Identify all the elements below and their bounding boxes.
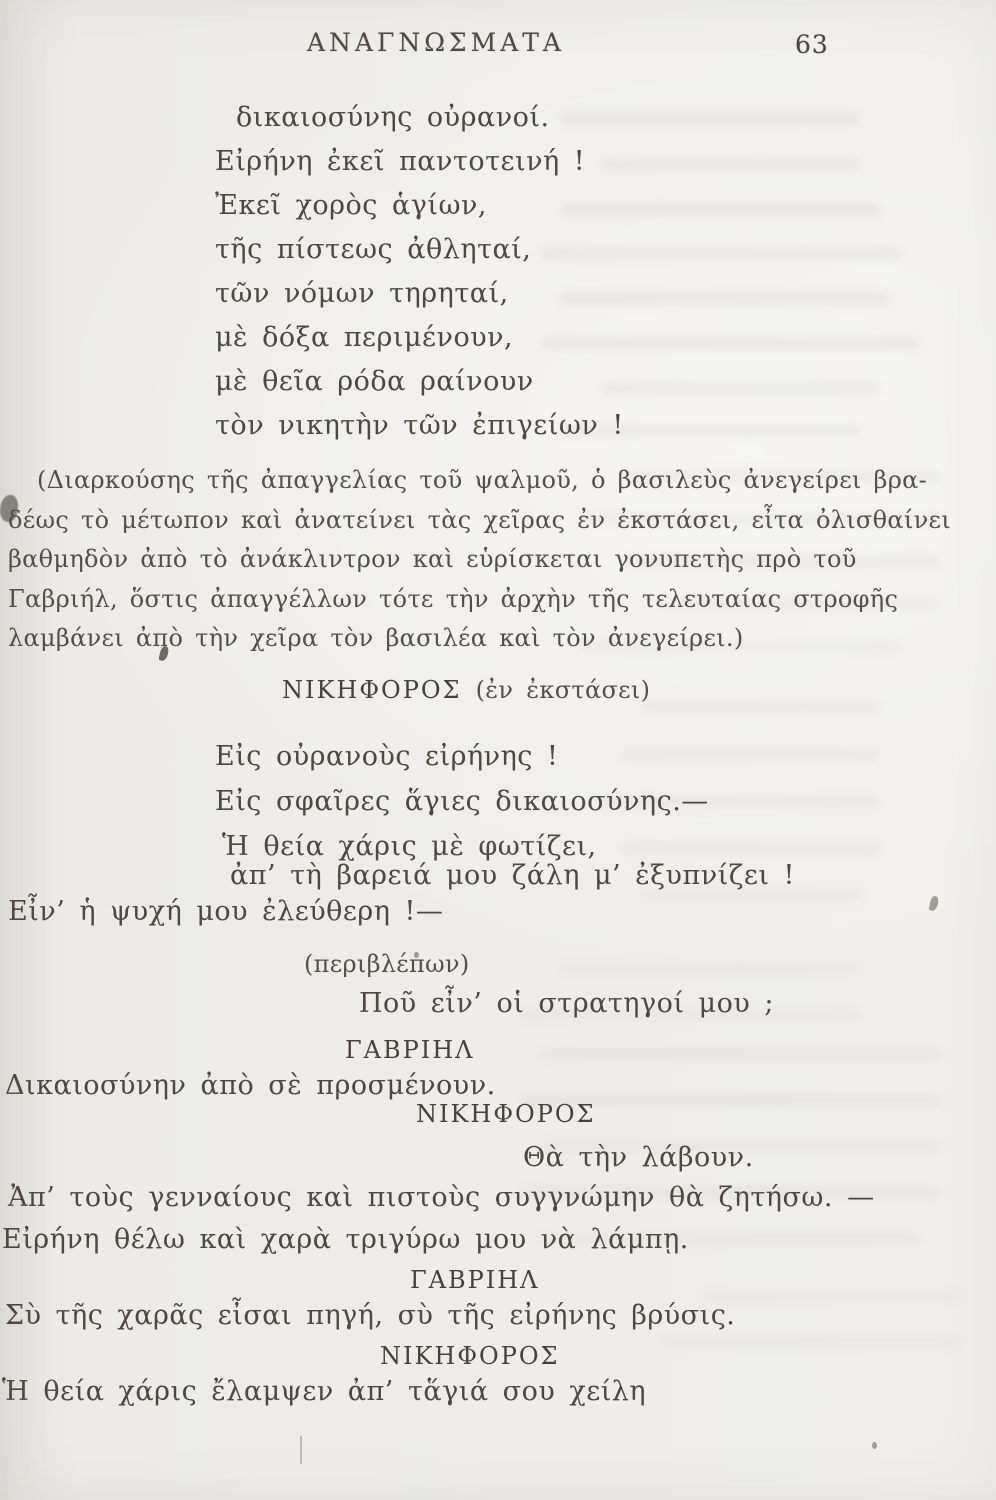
bleed-through-artifact (600, 158, 860, 171)
bleed-through-artifact (700, 1290, 960, 1303)
dialogue-line: Δικαιοσύνην ἀπὸ σὲ προσμένουν. (5, 1070, 496, 1101)
speaker-heading-nikiforos: ΝΙΚΗΦΟΡΟΣ (416, 1100, 596, 1128)
dialogue-line: Εἰς σφαῖρες ἅγιες δικαιοσύνης.— (215, 786, 709, 817)
stage-direction-line: λαμβάνει ἀπὸ τὴν χεῖρα τὸν βασιλέα καὶ τὸν ἀνεγείρει.) (8, 624, 744, 652)
bleed-through-artifact (600, 382, 880, 395)
verse-line: Ἐκεῖ χορὸς ἁγίων, (215, 190, 487, 221)
verse-line: τῆς πίστεως ἀθληταί, (215, 234, 532, 265)
dialogue-line: Ποῦ εἶν’ οἱ στρατηγοί μου ; (359, 988, 774, 1019)
stage-note: (ἐν ἐκστάσει) (475, 676, 651, 704)
stage-direction (8, 461, 951, 659)
bleed-through-artifact (540, 1048, 940, 1061)
speaker-heading-nikiforos (282, 674, 650, 706)
ink-mark (929, 895, 940, 911)
dialogue-line: Εἶν’ ἡ ψυχή μου ἐλεύθερη !— (8, 896, 444, 927)
stage-note: (περιβλέπων) (304, 950, 470, 978)
dialogue-line: Εἰς οὐρανοὺς εἰρήνης ! (215, 741, 559, 772)
dialogue-line: Θὰ τὴν λάβουν. (523, 1142, 754, 1173)
running-head-title: ΑΝΑΓΝΩΣΜΑΤΑ (307, 28, 565, 57)
verse-line: Εἰρήνη ἐκεῖ παντοτεινή ! (215, 146, 586, 177)
verse-line: τῶν νόμων τηρηταί, (215, 278, 509, 309)
speaker-name: ΝΙΚΗΦΟΡΟΣ (282, 676, 462, 704)
bleed-through-artifact (620, 842, 880, 855)
stage-direction-line: (Διαρκούσης τῆς ἀπαγγελίας τοῦ ψαλμοῦ, ὁ βασιλεὺς ἀνεγείρει βρα- (37, 466, 928, 494)
stage-direction-line: βαθμηδὸν ἀπὸ τὸ ἀνάκλιντρον καὶ εὑρίσκεται γονυπετὴς πρὸ τοῦ (8, 545, 857, 573)
verse-line: μὲ θεῖα ρόδα ραίνουν (215, 366, 534, 397)
dialogue-line: Ἡ θεία χάρις ἔλαμψεν ἀπ’ τἅγιά σου χείλη (2, 1376, 647, 1407)
speaker-heading-gavriil: ΓΑΒΡΙΗΛ (410, 1266, 540, 1294)
scan-line-artifact (300, 1436, 302, 1464)
speaker-heading-gavriil: ΓΑΒΡΙΗΛ (345, 1036, 475, 1064)
bleed-through-artifact (640, 700, 880, 713)
stage-direction-line: Γαβριήλ, ὅστις ἀπαγγέλλων τότε τὴν ἀρχὴν τῆς τελευταίας στροφῆς (8, 584, 899, 613)
dialogue-line: Ἀπ’ τοὺς γενναίους καὶ πιστοὺς συγγνώμην θὰ ζητήσω. — (8, 1182, 875, 1213)
dialogue-line: Σὺ τῆς χαρᾶς εἶσαι πηγή, σὺ τῆς εἰρήνης βρύσις. (5, 1300, 736, 1331)
verse-line: τὸν νικητὴν τῶν ἐπιγείων ! (215, 410, 624, 441)
verse-line: μὲ δόξα περιμένουν, (215, 322, 514, 353)
bleed-through-artifact (660, 1335, 960, 1348)
dialogue-line: ἀπ’ τὴ βαρειά μου ζάλη μ’ ἐξυπνίζει ! (230, 860, 795, 891)
bleed-through-artifact (620, 748, 880, 761)
verse-line: δικαιοσύνης οὐρανοί. (236, 102, 550, 133)
stage-direction-line: δέως τὸ μέτωπον καὶ ἀνατείνει τὰς χεῖρας ἐν ἐκστάσει, εἶτα ὀλισθαίνει (8, 505, 951, 534)
page-number: 63 (795, 30, 829, 59)
dialogue-line: Ἡ θεία χάρις μὲ φωτίζει, (222, 831, 597, 862)
psalm-verse-block (215, 96, 624, 448)
dialogue-line: Εἰρήνη θέλω καὶ χαρὰ τριγύρω μου νὰ λάμπῃ. (2, 1224, 689, 1255)
speaker-heading-nikiforos: ΝΙΚΗΦΟΡΟΣ (380, 1342, 560, 1370)
ink-dot (872, 1442, 877, 1449)
bleed-through-artifact (560, 962, 860, 975)
